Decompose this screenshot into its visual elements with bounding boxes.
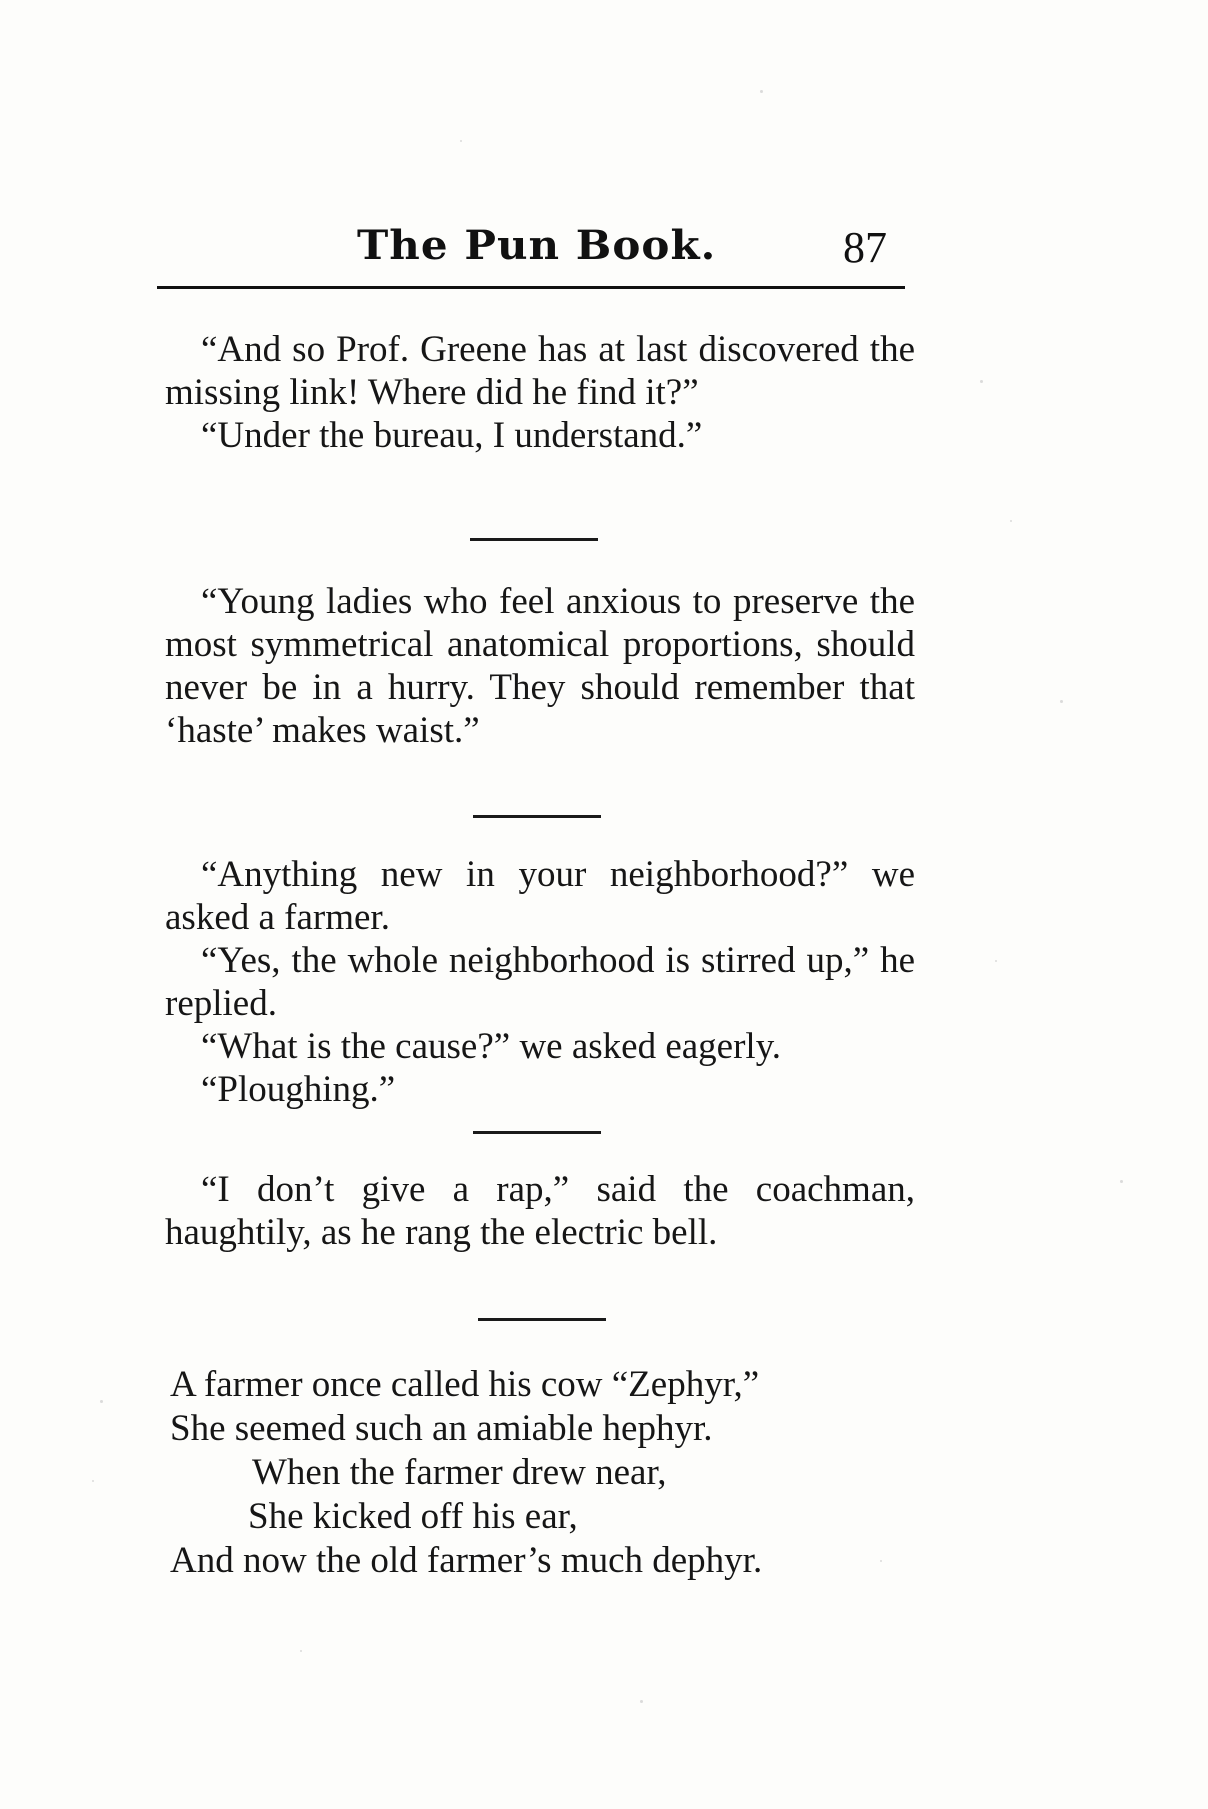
paragraph: “What is the cause?” we asked eagerly. xyxy=(201,1026,782,1067)
paragraph: “Ploughing.” xyxy=(201,1069,396,1110)
joke-missing-link xyxy=(165,328,915,457)
speckle xyxy=(1060,700,1063,703)
paragraph: “Under the bureau, I understand.” xyxy=(201,415,703,456)
joke-haste-waist xyxy=(165,580,915,752)
poem-line: A farmer once called his cow “Zephyr,” xyxy=(170,1364,760,1405)
speckle xyxy=(980,380,983,383)
section-divider xyxy=(473,1131,601,1134)
paragraph: “I don’t give a rap,” said the coachman, haughtily, as he rang the electric bell. xyxy=(165,1169,915,1253)
speckle xyxy=(100,1400,103,1403)
limerick-zephyr xyxy=(170,1363,930,1583)
joke-ploughing xyxy=(165,853,915,1111)
book-title: The Pun Book. xyxy=(357,222,717,269)
section-divider xyxy=(470,538,598,541)
poem-line: When the farmer drew near, xyxy=(252,1452,667,1493)
running-header xyxy=(157,222,905,282)
speckle xyxy=(300,1650,302,1652)
paragraph: “Anything new in your neighborhood?” we asked a farmer. xyxy=(165,854,915,938)
speckle xyxy=(1010,520,1012,522)
speckle xyxy=(92,1480,94,1482)
joke-coachman xyxy=(165,1168,915,1254)
poem-line: And now the old farmer’s much dephyr. xyxy=(170,1540,763,1581)
poem-line: She seemed such an amiable hephyr. xyxy=(170,1408,713,1449)
section-divider xyxy=(478,1318,606,1321)
speckle xyxy=(760,90,763,93)
paragraph: “Young ladies who feel anxious to preserve the most symmetrical anatomical proportions, should never be in a hurry. They should remember that ‘haste’ makes waist.” xyxy=(165,581,915,751)
section-divider xyxy=(473,815,601,818)
poem-line: She kicked off his ear, xyxy=(248,1496,578,1537)
page-number: 87 xyxy=(843,223,887,272)
speckle xyxy=(640,1700,643,1703)
header-rule xyxy=(157,286,905,289)
speckle xyxy=(995,960,997,962)
paragraph: “Yes, the whole neighborhood is stirred up,” he replied. xyxy=(165,940,915,1024)
paragraph: “And so Prof. Greene has at last discovered the missing link! Where did he find it?” xyxy=(165,329,915,413)
speckle xyxy=(1120,1180,1123,1183)
speckle xyxy=(460,140,462,142)
